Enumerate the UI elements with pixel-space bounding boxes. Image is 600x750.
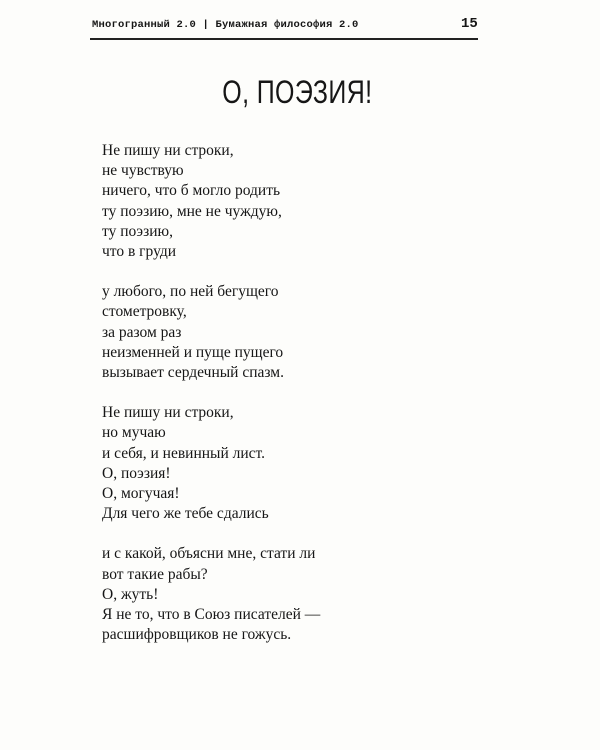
poem-title: О, ПОЭЗИЯ!: [222, 74, 373, 110]
poem-line: Для чего же тебе сдались: [102, 505, 269, 523]
poem-line: что в груди: [102, 243, 177, 261]
poem-line: и себя, и невинный лист.: [102, 444, 266, 462]
poem-line: Не пишу ни строки,: [102, 142, 234, 159]
poem-line: вызывает сердечный спазм.: [102, 364, 284, 382]
poem-line: Не пишу ни строки,: [102, 404, 234, 422]
stanza: [102, 141, 320, 262]
poem-line: но мучаю: [102, 424, 166, 442]
poem-line: ту поэзию, мне не чуждую,: [102, 202, 282, 220]
poem-line: Я не то, что в Союз писателей —: [102, 606, 321, 624]
poem-line: неизменней и пуще пущего: [102, 343, 284, 361]
header-rule: [90, 38, 478, 40]
stanza: [102, 403, 320, 524]
poem-line: ту поэзию,: [102, 222, 173, 240]
poem-line: вот такие рабы?: [102, 565, 208, 583]
stanza: [102, 544, 320, 645]
poem-line: не чувствую: [102, 162, 184, 180]
page-number: 15: [461, 16, 478, 32]
poem-line: ничего, что б могло родить: [102, 182, 281, 200]
poem-line: у любого, по ней бегущего: [102, 283, 279, 301]
poem-body: [102, 141, 320, 665]
poem-line: за разом раз: [102, 323, 182, 341]
poem-line: стометровку,: [102, 303, 187, 321]
poem-line: О, жуть!: [102, 585, 159, 603]
poem-line: О, поэзия!: [102, 464, 171, 482]
poem-line: и с какой, объясни мне, стати ли: [102, 545, 316, 563]
poem-line: расшифровщиков не гожусь.: [102, 626, 292, 644]
poem-line: О, могучая!: [102, 485, 180, 503]
stanza: [102, 282, 320, 383]
running-head: Многогранный 2.0 | Бумажная философия 2.0: [92, 19, 359, 31]
